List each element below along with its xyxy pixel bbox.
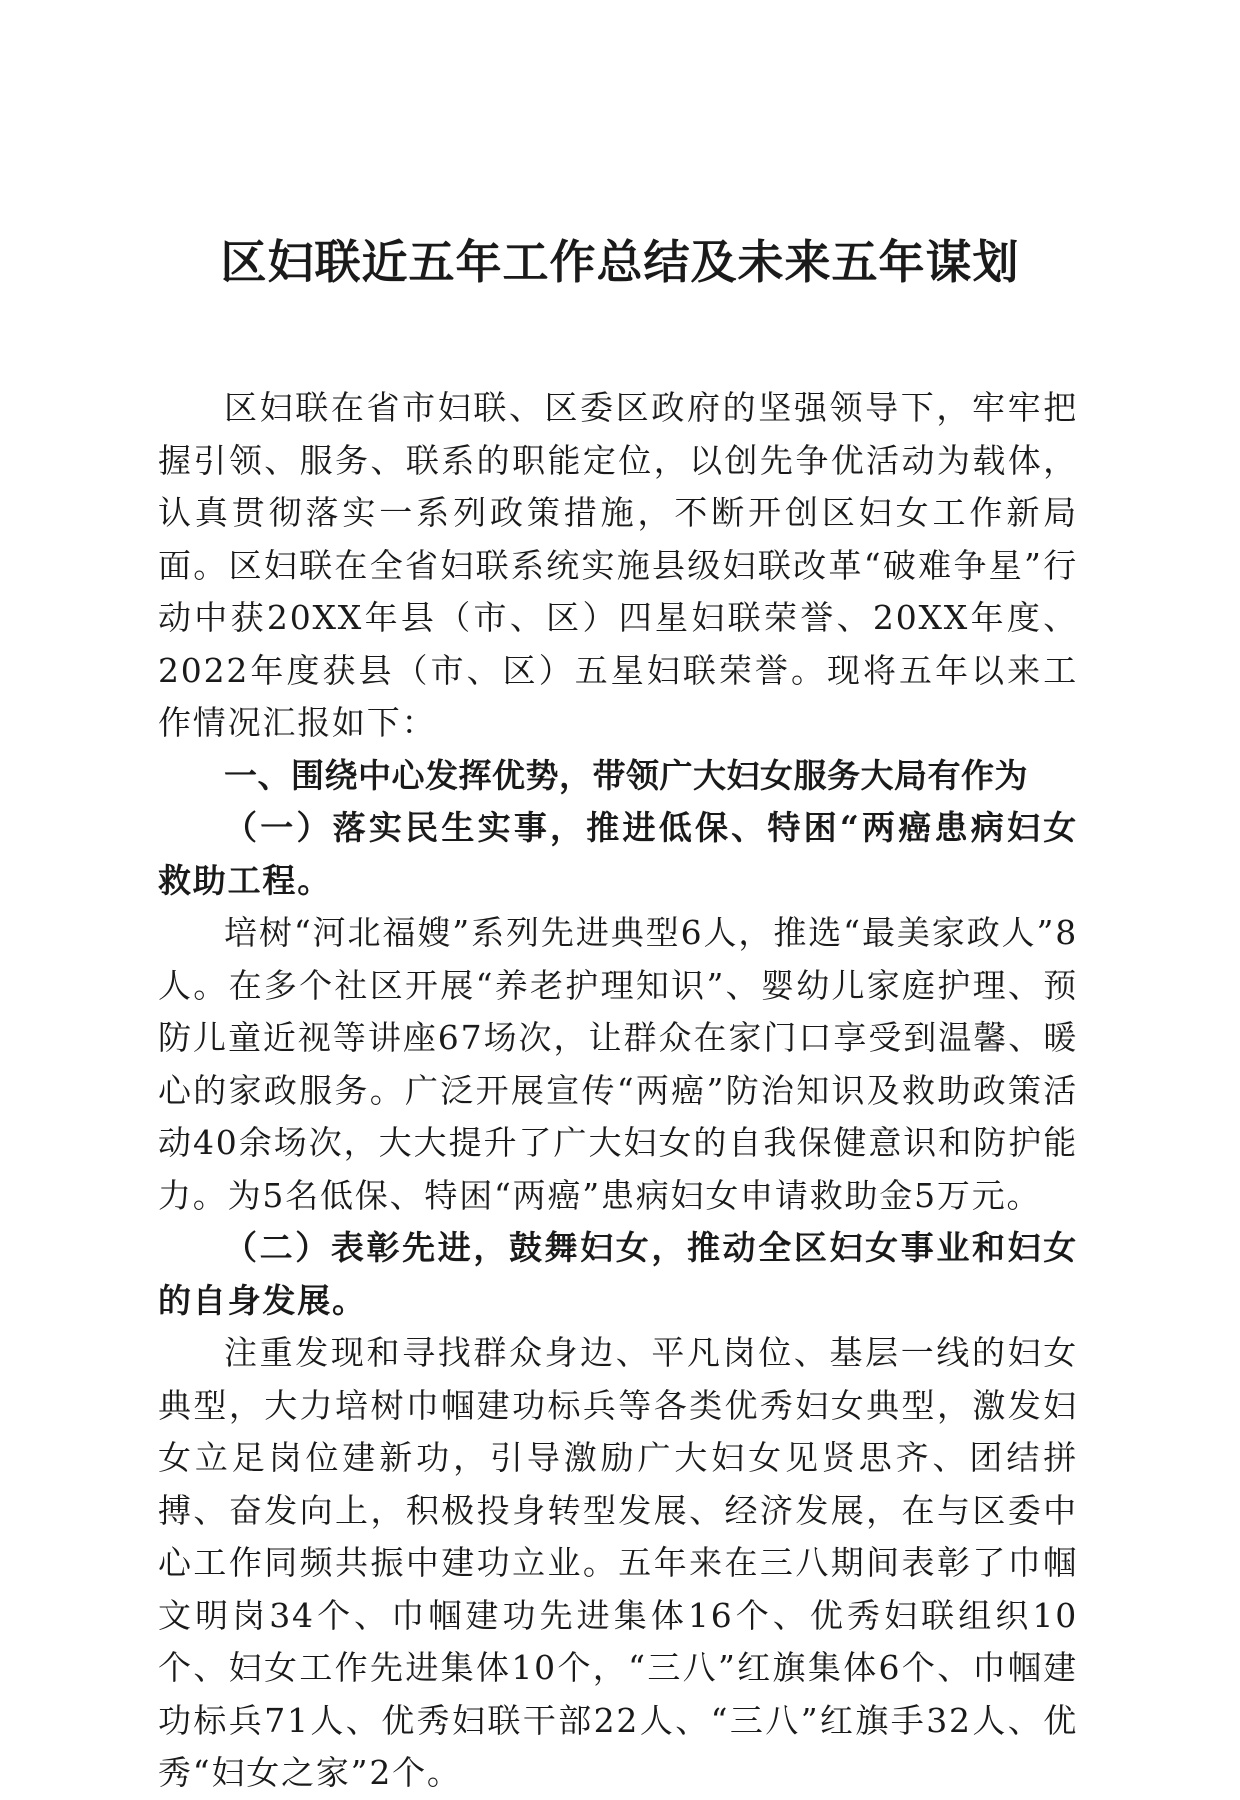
document-title: 区妇联近五年工作总结及未来五年谋划 bbox=[220, 235, 1020, 289]
body-paragraph-2: 注重发现和寻找群众身边、平凡岗位、基层一线的妇女典型，大力培树巾帼建功标兵等各类优秀妇女典型，激发妇女立足岗位建新功，引导激励广大妇女见贤思齐、团结拼搏、奋发向上，积极投身转型发展、经济发展，在与区委中心工作同频共振中建功立业。五年来在三八期间表彰了巾帼文明岗34个、巾帼建功先进集体16个、优秀妇联组织10个、妇女工作先进集体10个，“三八”红旗集体6个、巾帼建功标兵71人、优秀妇联干部22人、“三八”红旗手32人、优秀“妇女之家”2个。 bbox=[158, 1333, 1078, 1792]
subsection-heading-1: （一）落实民生实事，推进低保、特困“两癌患病妇女救助工程。 bbox=[158, 808, 1078, 900]
document-body bbox=[158, 382, 1078, 1800]
section-heading-1: 一、围绕中心发挥优势，带领广大妇女服务大局有作为 bbox=[224, 755, 1028, 795]
intro-paragraph: 区妇联在省市妇联、区委区政府的坚强领导下，牢牢把握引领、服务、联系的职能定位，以创先争优活动为载体，认真贯彻落实一系列政策措施，不断开创区妇女工作新局面。区妇联在全省妇联系统实施县级妇联改革“破难争星”行动中获20XX年县（市、区）四星妇联荣誉、20XX年度、2022年度获县（市、区）五星妇联荣誉。现将五年以来工作情况汇报如下： bbox=[158, 388, 1078, 742]
body-paragraph-1: 培树“河北福嫂”系列先进典型6人，推选“最美家政人”8人。在多个社区开展“养老护理知识”、婴幼儿家庭护理、预防儿童近视等讲座67场次，让群众在家门口享受到温馨、暖心的家政服务。广泛开展宣传“两癌”防治知识及救助政策活动40余场次，大大提升了广大妇女的自我保健意识和防护能力。为5名低保、特困“两癌”患病妇女申请救助金5万元。 bbox=[158, 913, 1078, 1215]
subsection-heading-2: （二）表彰先进，鼓舞妇女，推动全区妇女事业和妇女的自身发展。 bbox=[158, 1228, 1078, 1320]
